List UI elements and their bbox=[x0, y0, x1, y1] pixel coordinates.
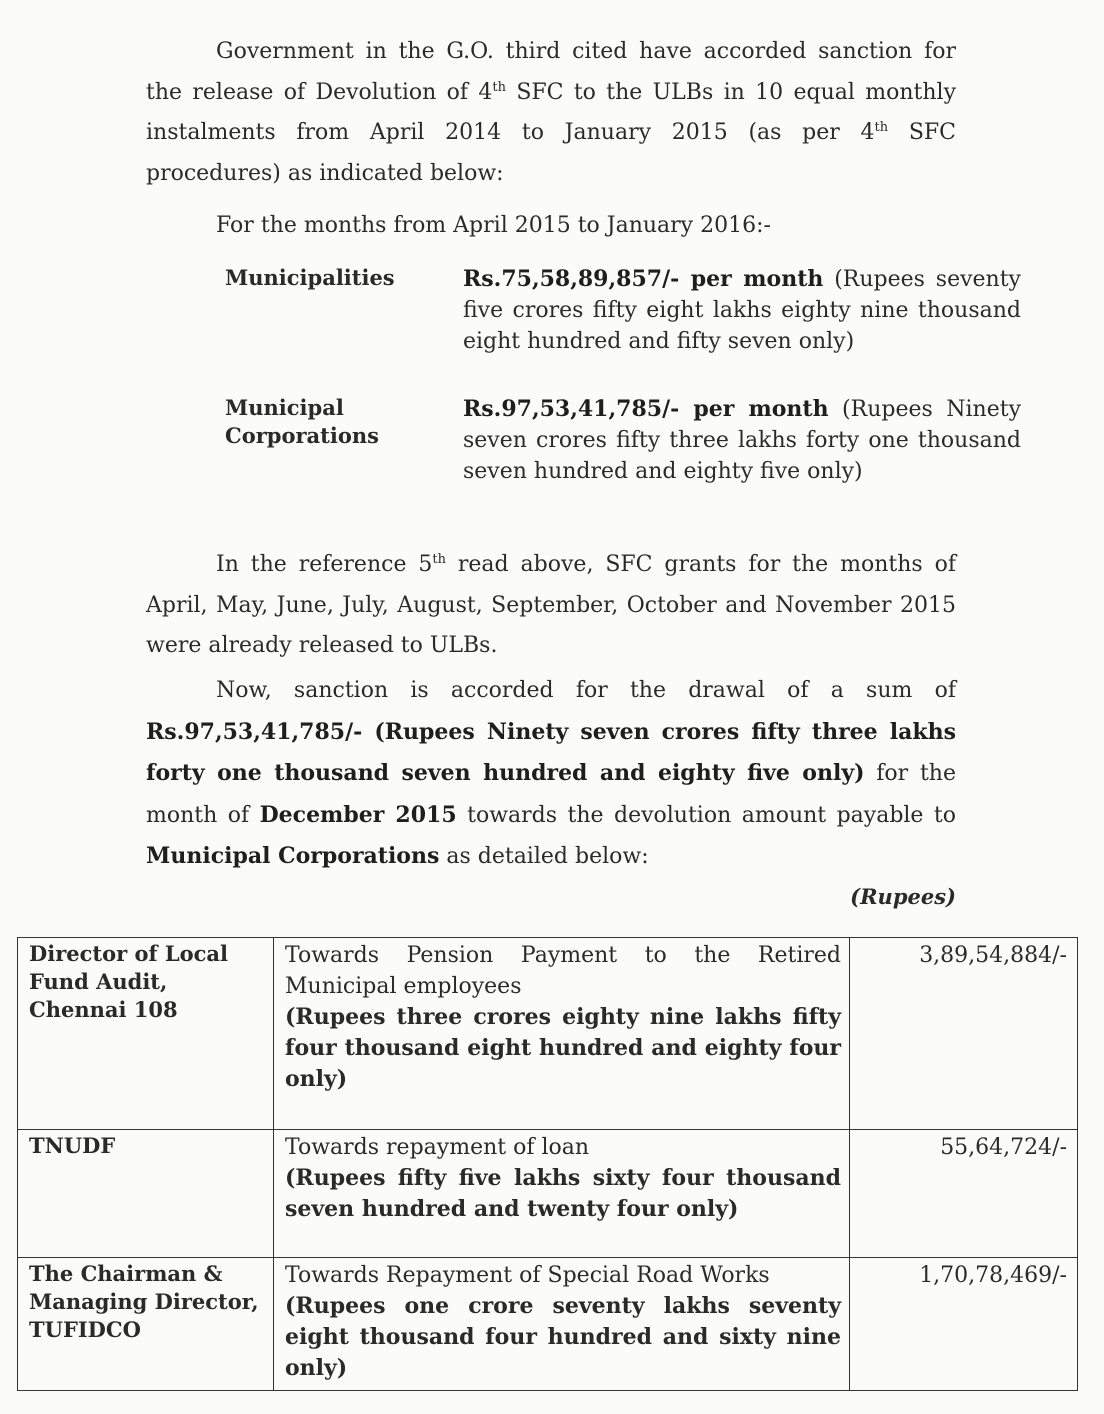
text-run: Now, sanction is accorded for the drawal of a sum of bbox=[216, 678, 956, 703]
text-run: SFC procedures) as indicated below: bbox=[146, 120, 956, 186]
purpose-text: Towards repayment of loan bbox=[285, 1135, 590, 1160]
paragraph-reference-5th bbox=[146, 545, 956, 667]
purpose-text: Towards Pension Payment to the Retired Municipal employees bbox=[285, 943, 841, 999]
payee-cell: Director of Local Fund Audit, Chennai 108 bbox=[18, 938, 274, 1130]
allocation-label-corporations bbox=[225, 394, 379, 450]
amount-bold: Rs.97,53,41,785/- per month bbox=[463, 396, 829, 422]
paragraph-sanction-december bbox=[146, 671, 956, 878]
text-run: Government in the G.O. third cited have accorded sanction for the release of Devolution of 4 bbox=[146, 39, 956, 105]
text-run: SFC to the ULBs in 10 equal monthly instalments from April 2014 to January 2015 (as per 4 bbox=[146, 79, 956, 145]
amount-in-words: (Rupees one crore seventy lakhs seventy eight thousand four hundred and sixty nine only) bbox=[285, 1293, 841, 1381]
purpose-cell bbox=[274, 1258, 850, 1391]
allocation-desc-corporations bbox=[463, 394, 1021, 487]
label-text: Corporations bbox=[225, 423, 379, 448]
table-row bbox=[18, 1258, 1078, 1391]
amount-words: (Rupees seventy five crores fifty eight lakhs eighty nine thousand eight hundred and fifty seven only) bbox=[463, 267, 1021, 354]
payee-cell: TNUDF bbox=[18, 1130, 274, 1258]
superscript: th bbox=[874, 120, 889, 135]
amount-cell: 1,70,78,469/- bbox=[850, 1258, 1078, 1391]
allocation-desc-municipalities bbox=[463, 264, 1021, 357]
text-run: as detailed below: bbox=[439, 844, 649, 869]
bold-amount: Rs.97,53,41,785/- (Rupees Ninety seven crores fifty three lakhs forty one thousand seven hundred and eighty five only) bbox=[146, 718, 956, 786]
superscript: th bbox=[432, 552, 446, 567]
allocation-label-municipalities bbox=[225, 264, 395, 292]
label-text: Municipalities bbox=[225, 265, 395, 290]
amount-cell: 55,64,724/- bbox=[850, 1130, 1078, 1258]
label-text: Municipal bbox=[225, 395, 344, 420]
purpose-text: Towards Repayment of Special Road Works bbox=[285, 1263, 770, 1288]
text-run: read above, SFC grants for the months of April, May, June, July, August, September, October and November 2015 were already released to ULBs. bbox=[146, 552, 956, 658]
months-line: For the months from April 2015 to January 2016:- bbox=[216, 213, 771, 238]
payment-table bbox=[17, 937, 1078, 1391]
amount-bold: Rs.75,58,89,857/- per month bbox=[463, 266, 824, 292]
purpose-cell bbox=[274, 938, 850, 1130]
amount-words: (Rupees Ninety seven crores fifty three lakhs forty one thousand seven hundred and eighty five only) bbox=[463, 397, 1021, 484]
table-row bbox=[18, 938, 1078, 1130]
text-run: In the reference 5 bbox=[216, 552, 433, 577]
amount-cell: 3,89,54,884/- bbox=[850, 938, 1078, 1130]
table-row bbox=[18, 1130, 1078, 1258]
amount-in-words: (Rupees fifty five lakhs sixty four thousand seven hundred and twenty four only) bbox=[285, 1165, 841, 1222]
amount-in-words: (Rupees three crores eighty nine lakhs fifty four thousand eight hundred and eighty four only) bbox=[285, 1004, 841, 1092]
superscript: th bbox=[492, 79, 506, 95]
payee-cell: The Chairman & Managing Director, TUFIDCO bbox=[18, 1258, 274, 1391]
bold-corporations: Municipal Corporations bbox=[146, 843, 440, 869]
purpose-cell bbox=[274, 1130, 850, 1258]
paragraph-g-o-sanction bbox=[146, 32, 956, 194]
bold-month: December 2015 bbox=[259, 801, 457, 828]
text-run: for the month of bbox=[146, 761, 956, 828]
text-run: towards the devolution amount payable to bbox=[456, 802, 956, 828]
table-unit-note: (Rupees) bbox=[850, 884, 956, 909]
